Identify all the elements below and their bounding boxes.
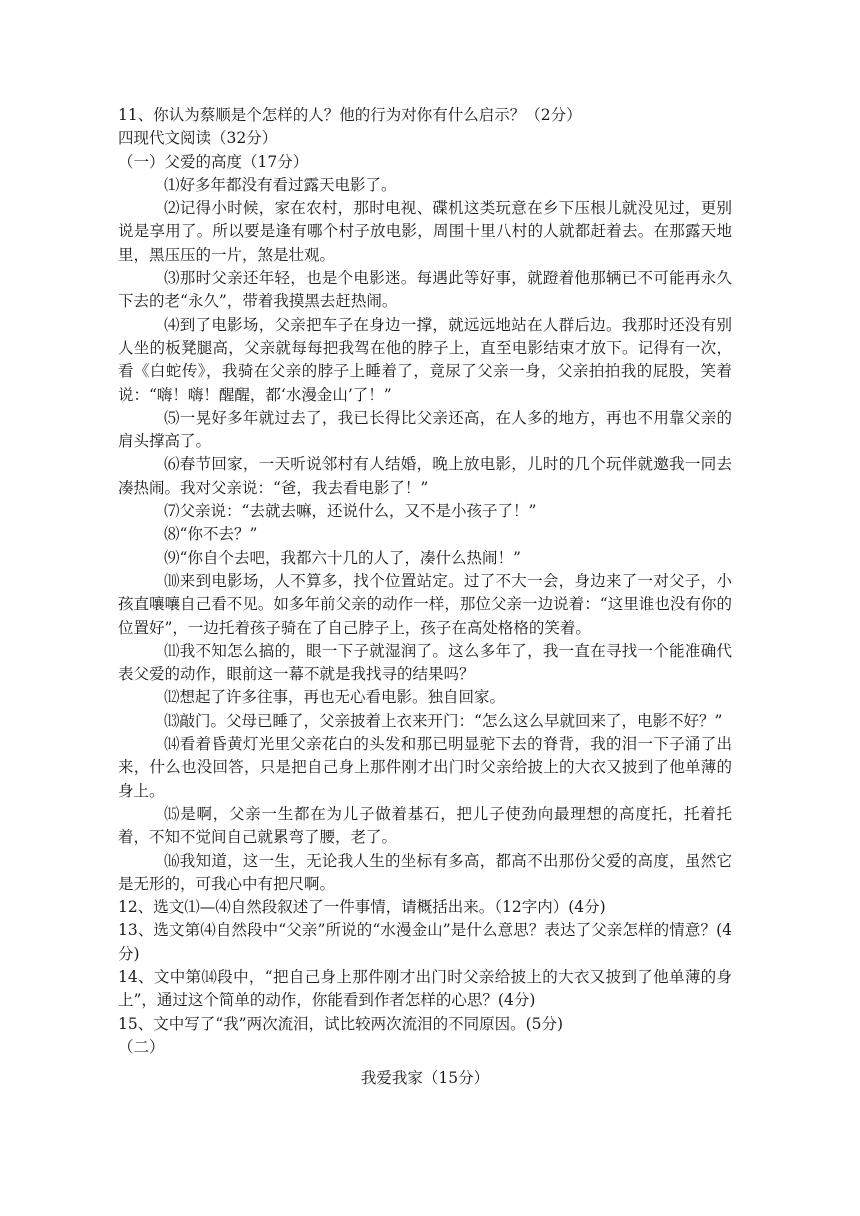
question-15: 15、文中写了“我”两次流泪，试比较两次流泪的不同原因。(5分) (118, 1014, 564, 1033)
section-title: 四现代文阅读（32分） (118, 129, 278, 148)
paragraph-text: 敲门。父母已睡了，父亲披着上衣来开门：“怎么这么早就回来了，电影不好？” (179, 711, 723, 730)
paragraph (118, 850, 732, 897)
question-11: 11、你认为蔡顺是个怎样的人？他的行为对你有什么启示？（2分） (118, 106, 582, 124)
paragraph-text: 记得小时候，家在农村，那时电视、碟机这类玩意在乡下压根儿就没见过，更别说是享用了。所以要是逢有哪个村子放电影，周围十里八村的人就都赶着去。在那露天地里，黑压压的一片，煞是壮观。 (118, 199, 732, 264)
paragraph-number: ⒃ (164, 851, 180, 870)
paragraph-number: ⒂ (164, 804, 181, 823)
paragraph (118, 523, 732, 546)
paragraph-number: ⑸ (164, 408, 180, 427)
part1-title: （一）父爱的高度（17分） (118, 152, 309, 171)
part2-title: 我爱我家（15分） (360, 1069, 490, 1088)
paragraph (118, 547, 732, 570)
part2-label: （二） (118, 1037, 165, 1056)
paragraph (118, 314, 732, 407)
paragraph-text: 来到电影场，人不算多，找个位置站定。过了不大一会，身边来了一对父子，小孩直嚷嚷自己看不见。如多年前父亲的动作一样，那位父亲一边说着：“这里谁也没有你的位置好”，一边托着孩子骑在了自己脖子上，孩子在高处格格的笑着。 (118, 571, 732, 637)
paragraph (118, 174, 732, 197)
paragraph-text: 我知道，这一生，无论我人生的坐标有多高，都高不出那份父爱的高度，虽然它是无形的，可我心中有把尺啊。 (118, 851, 732, 893)
paragraph (118, 570, 732, 640)
paragraph-text: “你不去？” (179, 525, 258, 544)
paragraph-text: 一晃好多年就过去了，我已长得比父亲还高，在人多的地方，再也不用靠父亲的肩头撑高了。 (118, 408, 732, 451)
paragraph-number: ⑶ (164, 269, 180, 288)
paragraph-text: 好多年都没有看过露天电影了。 (179, 175, 397, 194)
paragraph (118, 500, 732, 523)
paragraph-number: ⑿ (164, 688, 180, 707)
paragraph (118, 267, 732, 314)
paragraph-number: ⒀ (164, 711, 180, 730)
paragraph-text: 父亲说：“去就去嘛，还说什么，又不是小孩子了！” (179, 502, 537, 521)
paragraph (118, 803, 732, 850)
paragraph (118, 710, 732, 733)
paragraph-text: 到了电影场，父亲把车子在身边一撑，就远远地站在人群后边。我那时还没有别人坐的板凳腿高，父亲就每每把我驾在他的脖子上，直至电影结束才放下。记得有一次，看《白蛇传》，我骑在父亲的脖子上睡着了，竟尿了父亲一身，父亲拍拍我的屁股，笑着说：“嗨！嗨！醒醒，都‘水漫金山’了！” (118, 315, 732, 404)
question-12: 12、选文⑴—⑷自然段叙述了一件事情，请概括出来。（12字内）(4分) (118, 898, 606, 917)
paragraph-number: ⑼ (164, 548, 180, 567)
paragraph-text: 我不知怎么搞的，眼一下子就湿润了。这么多年了，我一直在寻找一个能准确代表父爱的动作，眼前这一幕不就是我找寻的结果吗？ (118, 641, 732, 684)
paragraph-number: ⒁ (164, 735, 180, 754)
paragraph (118, 733, 732, 803)
paragraph-number: ⑺ (164, 502, 180, 521)
question-14: 14、文中第⒁段中，“把自己身上那件刚才出门时父亲给披上的大衣又披到了他单薄的身上”，通过这个简单的动作，你能看到作者怎样的心思？(4分) (118, 967, 732, 1010)
paragraph-number: ⑴ (164, 175, 180, 194)
paragraph-number: ⑾ (164, 641, 180, 660)
paragraph-number: ⑹ (164, 455, 180, 474)
article-paragraphs (118, 174, 732, 896)
paragraph-number: ⑻ (164, 525, 180, 544)
paragraph-text: 看着昏黄灯光里父亲花白的头发和那已明显驼下去的脊背，我的泪一下子涌了出来，什么也没回答，只是把自己身上那件刚才出门时父亲给披上的大衣又披到了他单薄的身上。 (118, 735, 732, 800)
paragraph-text: 是啊，父亲一生都在为儿子做着基石，把儿子使劲向最理想的高度托，托着托着，不知不觉间自己就累弯了腰，老了。 (118, 804, 732, 847)
paragraph-number: ⑽ (164, 571, 180, 590)
paragraph-text: 想起了许多往事，再也无心看电影。独自回家。 (179, 688, 506, 707)
paragraph-text: “你自个去吧，我都六十几的人了，凑什么热闹！” (179, 548, 521, 567)
question-13: 13、选文第⑷自然段中“父亲”所说的“水漫金山”是什么意思？表达了父亲怎样的情意？(4分) (118, 921, 732, 963)
paragraph-text: 那时父亲还年轻，也是个电影迷。每遇此等好事，就蹬着他那辆已不可能再永久下去的老“永久”，带着我摸黑去赶热闹。 (118, 269, 732, 311)
paragraph (118, 197, 732, 267)
paragraph (118, 407, 732, 454)
document-body (118, 104, 732, 1090)
paragraph-number: ⑷ (164, 315, 180, 334)
paragraph-text: 春节回家，一天听说邻村有人结婚，晚上放电影，儿时的几个玩伴就邀我一同去凑热闹。我对父亲说：“爸，我去看电影了！” (118, 455, 732, 497)
paragraph (118, 640, 732, 687)
paragraph-number: ⑵ (164, 199, 180, 218)
paragraph (118, 453, 732, 500)
paragraph (118, 686, 732, 709)
